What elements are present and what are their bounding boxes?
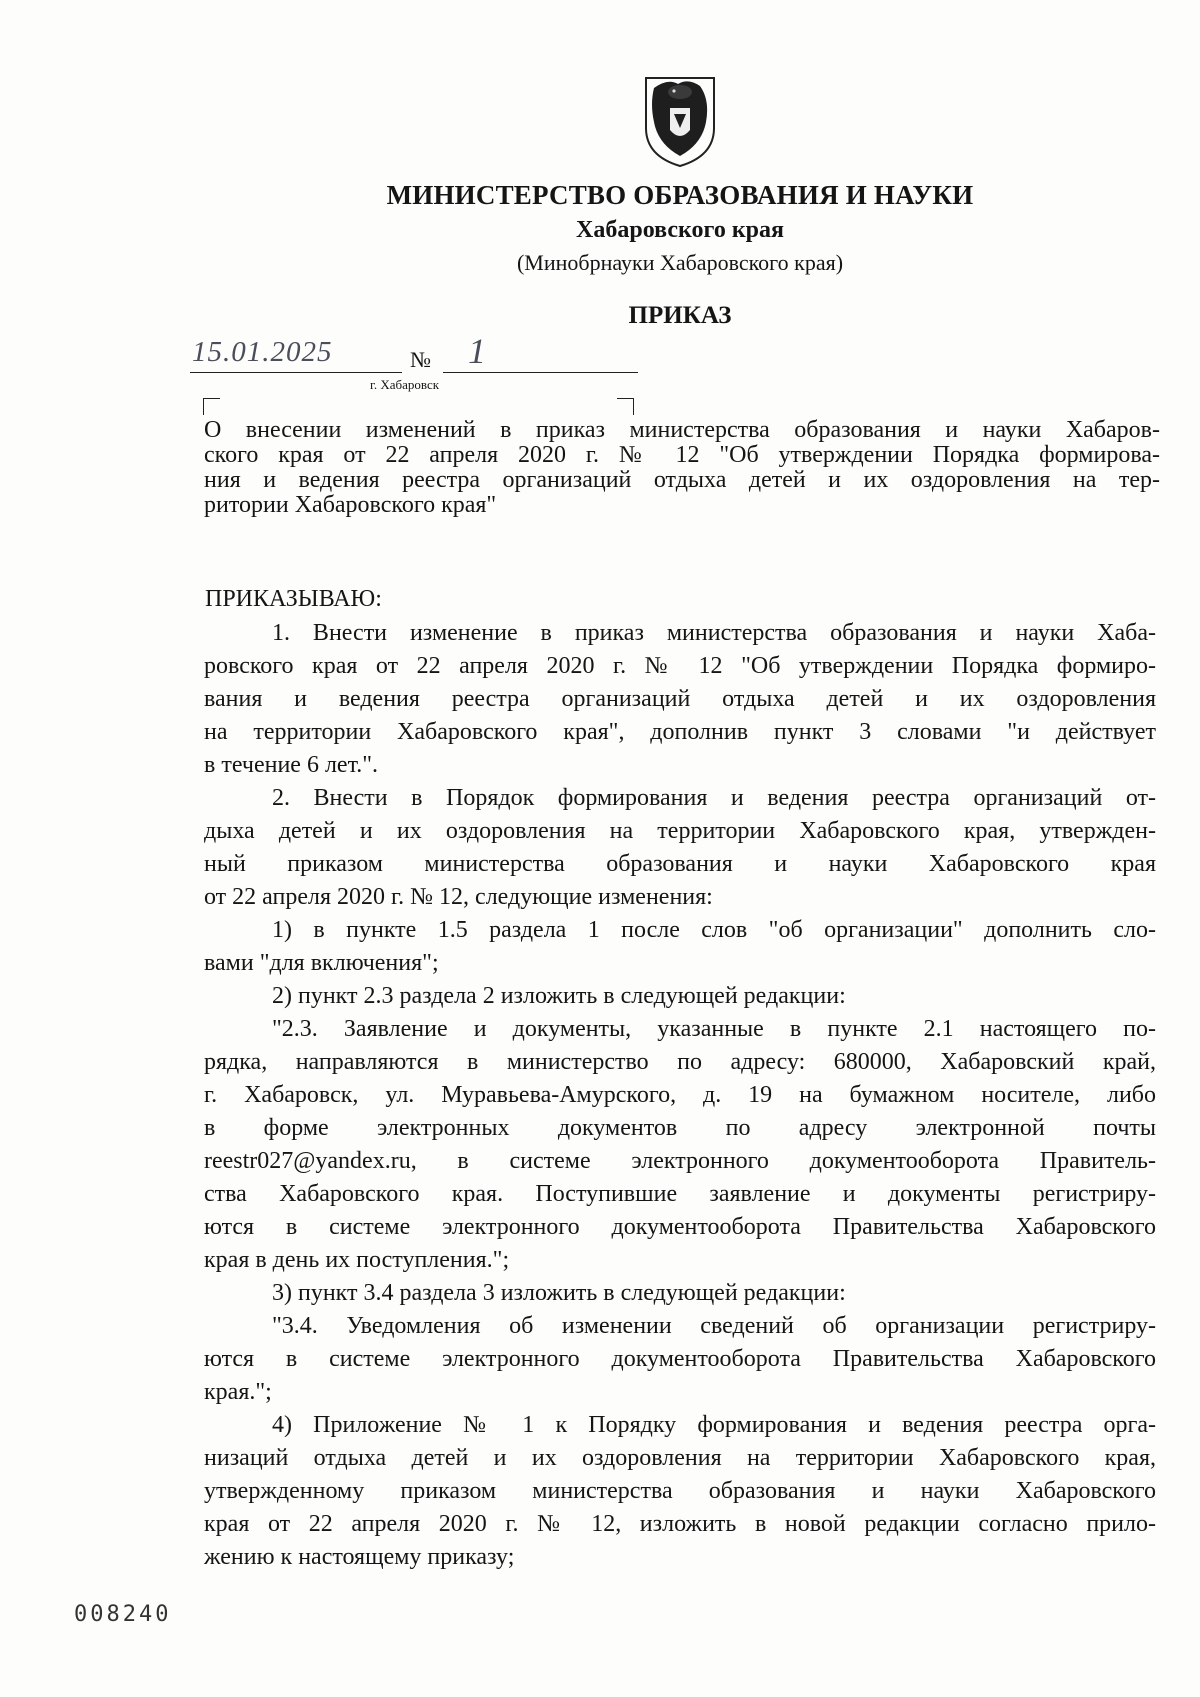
handwritten-number: 1 — [468, 331, 486, 371]
title-line: О внесении изменений в приказ министерства образования и науки Хабаров- — [204, 417, 1160, 443]
text-line: низаций отдыха детей и их оздоровления на территории Хабаровского края, — [204, 1445, 1156, 1471]
title-line: ского края от 22 апреля 2020 г. № 12 "Об утверждении Порядка формирова- — [204, 442, 1160, 468]
text-line: жению к настоящему приказу; — [204, 1544, 515, 1570]
text-line: ются в системе электронного документооборота Правительства Хабаровского — [204, 1214, 1156, 1240]
text-line: края от 22 апреля 2020 г. № 12, изложить в новой редакции согласно прило- — [204, 1511, 1156, 1537]
title-line: ритории Хабаровского края" — [204, 492, 497, 518]
serial-number: 008240 — [74, 1602, 172, 1627]
order-title — [204, 418, 1160, 518]
text-line: г. Хабаровск, ул. Муравьева-Амурского, д. 19 на бумажном носителе, либо — [204, 1082, 1156, 1108]
number-sign: № — [410, 347, 431, 372]
quoted-clause-2-3 — [204, 1013, 1156, 1277]
text-line: 2. Внести в Порядок формирования и ведения реестра организаций от- — [272, 785, 1156, 811]
text-line: reestr027@yandex.ru, в системе электронного документооборота Правитель- — [204, 1148, 1156, 1174]
text-line: 3) пункт 3.4 раздела 3 изложить в следующей редакции: — [272, 1280, 846, 1306]
ministry-name: МИНИСТЕРСТВО ОБРАЗОВАНИЯ И НАУКИ — [386, 180, 974, 210]
text-line: ства Хабаровского края. Поступившие заявление и документы регистриру- — [204, 1181, 1156, 1207]
text-line: 1. Внести изменение в приказ министерства образования и науки Хаба- — [272, 620, 1156, 646]
region-name: Хабаровского края — [576, 217, 784, 243]
subitem-1 — [204, 914, 1156, 980]
text-line: дыха детей и их оздоровления на территории Хабаровского края, утвержден- — [204, 818, 1156, 844]
paragraph-item-2 — [204, 782, 1156, 914]
ministry-short-name: (Минобрнауки Хабаровского края) — [516, 250, 844, 275]
date-underline — [190, 372, 402, 373]
text-line: от 22 апреля 2020 г. № 12, следующие изменения: — [204, 884, 713, 910]
text-line: ровского края от 22 апреля 2020 г. № 12 "Об утверждении Порядка формиро- — [204, 653, 1156, 679]
document-type: ПРИКАЗ — [628, 302, 732, 329]
text-line: края."; — [204, 1379, 272, 1405]
text-line: ются в системе электронного документооборота Правительства Хабаровского — [204, 1346, 1156, 1372]
text-line: утвержденному приказом министерства образования и науки Хабаровского — [204, 1478, 1156, 1504]
text-line: 2) пункт 2.3 раздела 2 изложить в следующей редакции: — [272, 983, 846, 1009]
subitem-3 — [204, 1277, 1156, 1310]
text-line: на территории Хабаровского края", дополнив пункт 3 словами "и действует — [204, 719, 1156, 745]
coat-of-arms-emblem — [640, 70, 720, 170]
subitem-2 — [204, 980, 1156, 1013]
subitem-4 — [204, 1409, 1156, 1574]
text-line: "3.4. Уведомления об изменении сведений об организации регистриру- — [272, 1313, 1156, 1339]
text-line: вания и ведения реестра организаций отдыха детей и их оздоровления — [204, 686, 1156, 712]
text-line: рядка, направляются в министерство по адресу: 680000, Хабаровский край, — [204, 1049, 1156, 1075]
city-label: г. Хабаровск — [370, 377, 440, 392]
text-line: вами "для включения"; — [204, 950, 439, 976]
number-underline — [443, 372, 638, 373]
order-body — [204, 617, 1156, 1574]
text-line: 1) в пункте 1.5 раздела 1 после слов "об организации" дополнить сло- — [272, 917, 1156, 943]
title-line: ния и ведения реестра организаций отдыха детей и их оздоровления на тер- — [204, 467, 1160, 493]
text-line: края в день их поступления."; — [204, 1247, 510, 1273]
quoted-clause-3-4 — [204, 1310, 1156, 1409]
title-corner-mark-right — [617, 398, 634, 415]
handwritten-date: 15.01.2025 — [192, 336, 333, 368]
paragraph-item-1 — [204, 617, 1156, 782]
text-line: в форме электронных документов по адресу электронной почты — [204, 1115, 1156, 1141]
text-line: в течение 6 лет.". — [204, 752, 379, 778]
title-corner-mark-left — [203, 398, 220, 415]
text-line: "2.3. Заявление и документы, указанные в пункте 2.1 настоящего по- — [272, 1016, 1156, 1042]
text-line: 4) Приложение № 1 к Порядку формирования и ведения реестра орга- — [272, 1412, 1156, 1438]
order-word: ПРИКАЗЫВАЮ: — [205, 586, 382, 612]
text-line: ный приказом министерства образования и науки Хабаровского края — [204, 851, 1156, 877]
